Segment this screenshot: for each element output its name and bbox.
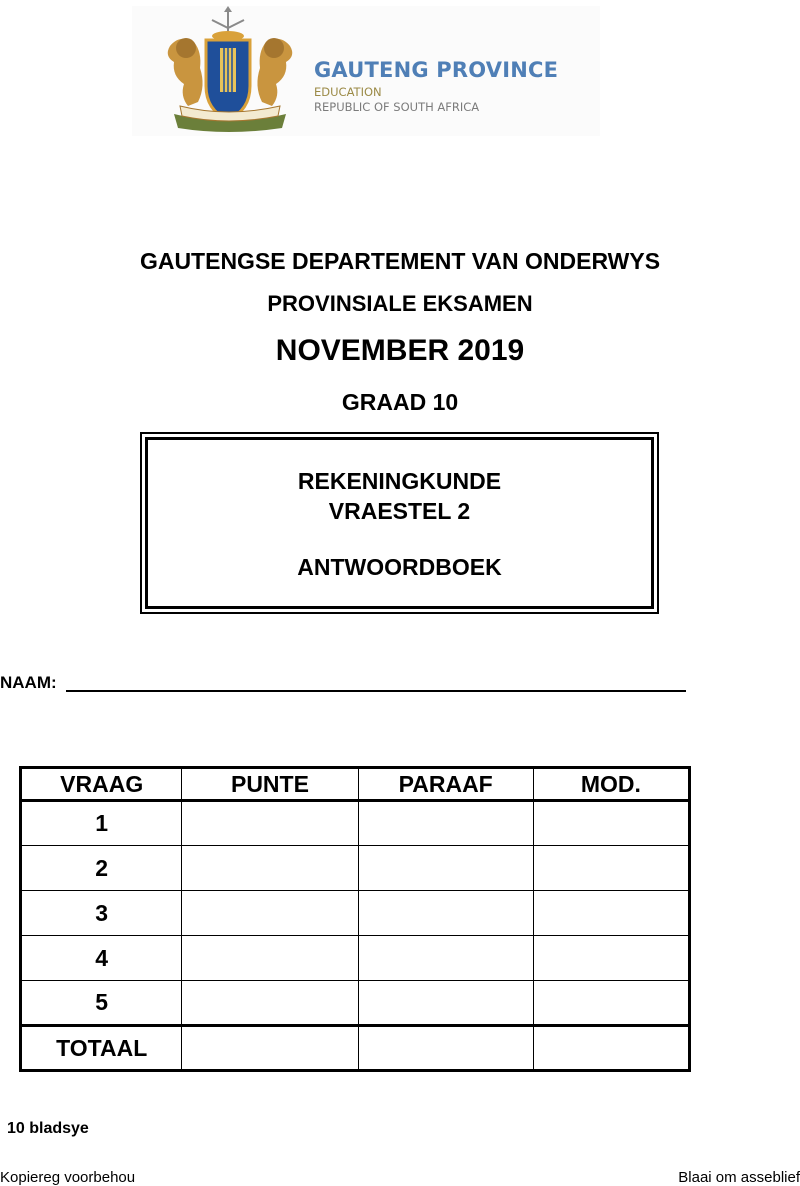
question-number: 3	[21, 891, 182, 936]
score-table	[19, 766, 691, 1072]
table-row	[21, 936, 690, 981]
exam-date: NOVEMBER 2019	[275, 334, 525, 367]
total-label: TOTAAL	[21, 1026, 182, 1071]
question-number: 1	[21, 801, 182, 846]
subject-box	[140, 432, 659, 614]
initials-cell[interactable]	[358, 801, 533, 846]
moderation-cell[interactable]	[533, 936, 689, 981]
moderation-cell[interactable]	[533, 891, 689, 936]
logo-subtitle-education: EDUCATION	[314, 85, 382, 99]
footer-copyright: Kopiereg voorbehou	[0, 1169, 136, 1186]
column-header-moderation: MOD.	[533, 768, 689, 801]
paper-number: VRAESTEL 2	[328, 498, 471, 524]
column-header-marks: PUNTE	[182, 768, 358, 801]
table-row	[21, 891, 690, 936]
initials-cell[interactable]	[358, 981, 533, 1026]
table-row	[21, 981, 690, 1026]
marks-cell[interactable]	[182, 981, 358, 1026]
logo-subtitle-country: REPUBLIC OF SOUTH AFRICA	[314, 100, 480, 114]
total-row	[21, 1026, 690, 1071]
gauteng-province-logo	[132, 6, 600, 136]
score-table-header-row	[21, 768, 690, 801]
question-number: 4	[21, 936, 182, 981]
column-header-initials: PARAAF	[358, 768, 533, 801]
subject-name: REKENINGKUNDE	[297, 468, 502, 494]
total-moderation-cell[interactable]	[533, 1026, 689, 1071]
marks-cell[interactable]	[182, 936, 358, 981]
marks-cell[interactable]	[182, 891, 358, 936]
moderation-cell[interactable]	[533, 981, 689, 1026]
moderation-cell[interactable]	[533, 801, 689, 846]
initials-cell[interactable]	[358, 846, 533, 891]
question-number: 5	[21, 981, 182, 1026]
question-number: 2	[21, 846, 182, 891]
name-input-line[interactable]	[66, 690, 686, 692]
table-row	[21, 846, 690, 891]
marks-cell[interactable]	[182, 801, 358, 846]
subject-box-inner-border	[145, 437, 654, 609]
grade-label: GRAAD 10	[341, 389, 459, 415]
total-initials-cell[interactable]	[358, 1026, 533, 1071]
exam-title: PROVINSIALE EKSAMEN	[267, 291, 533, 316]
initials-cell[interactable]	[358, 936, 533, 981]
column-header-question: VRAAG	[21, 768, 182, 801]
marks-cell[interactable]	[182, 846, 358, 891]
footer-turn-over: Blaai om asseblief	[678, 1169, 800, 1186]
department-title: GAUTENGSE DEPARTEMENT VAN ONDERWYS	[139, 248, 661, 274]
coat-of-arms-icon	[150, 6, 310, 136]
page-count: 10 bladsye	[7, 1120, 89, 1137]
booklet-type: ANTWOORDBOEK	[297, 554, 502, 580]
logo-title: GAUTENG PROVINCE	[314, 58, 559, 82]
initials-cell[interactable]	[358, 891, 533, 936]
table-row	[21, 801, 690, 846]
total-marks-cell[interactable]	[182, 1026, 358, 1071]
name-label: NAAM:	[0, 673, 57, 692]
moderation-cell[interactable]	[533, 846, 689, 891]
